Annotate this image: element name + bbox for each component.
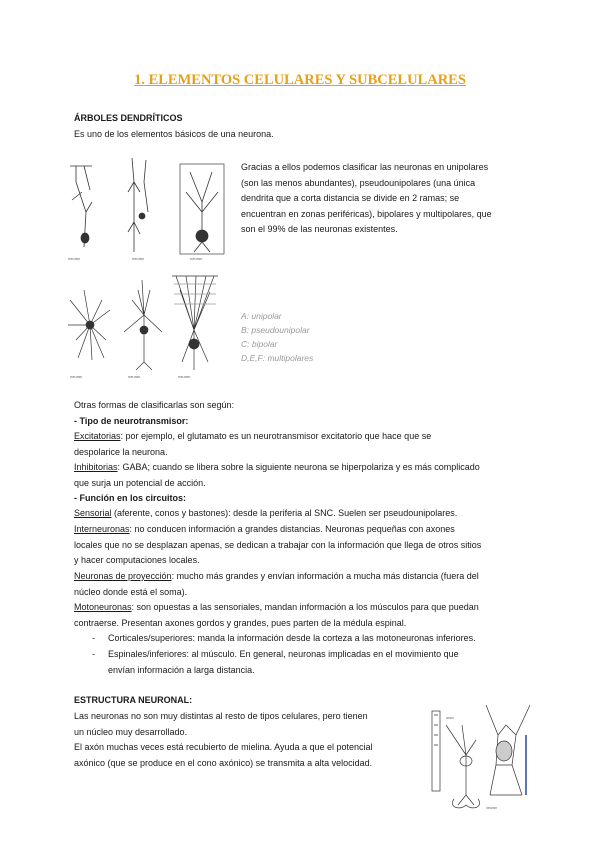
arboles-paragraph-line: Gracias a ellos podemos clasificar las neuronas en unipolares [241,162,489,172]
neuron-structure-figure [426,695,538,813]
excitatorias-text: : por ejemplo, el glutamato es un neurotransmisor excitatorio que hace que se [120,431,432,441]
interneuronas-text: : no conducen información a grandes distancias. Neuronas pequeñas con axones [129,524,455,534]
interneuronas-paragraph [74,522,528,569]
estructura-line: un núcleo muy desarrollado. [74,726,188,737]
neuron-drawings-def [62,270,222,382]
inhibitorias-text: : GABA; cuando se libera sobre la siguiente neurona se hiperpolariza y es más complicado [117,462,480,472]
bullet-dash: - [92,633,95,643]
arboles-paragraph-line: (son las menos abundantes), pseudounipolares (una única [241,177,476,188]
motoneuronas-text: contraerse. Presentan axones gordos y grandes, pues parten de la médula espinal. [74,617,407,628]
legend-item: B: pseudounipolar [241,325,310,335]
sensorial-text: (aferente, conos y bastones): desde la periferia al SNC. Suelen ser pseudounipolares. [111,508,458,518]
interneuronas-text: y hacer computaciones locales. [74,555,200,565]
arboles-paragraph [241,160,530,238]
sensorial-line [74,506,457,521]
neuron-figure-top [62,152,230,264]
arboles-paragraph-line: son el 99% de las neuronas existentes. [241,224,398,234]
svg-text:axon: axon [446,716,454,720]
neuron-drawings-abc [62,152,230,264]
tipo-neurotransmisor-heading: - Tipo de neurotransmisor: [74,416,189,426]
arboles-intro: Es uno de los elementos básicos de una neurona. [74,129,274,139]
inhibitorias-paragraph [74,460,534,491]
svg-text:neuron: neuron [190,257,203,261]
bullet-corticales: Corticales/superiores: manda la información desde la corteza a las motoneuronas inferiores. [108,633,476,643]
legend-item: A: unipolar [241,311,282,321]
arboles-paragraph-line: encuentran en zonas periféricas), bipolares y multipolares, que [241,208,492,219]
bullet-espinales-text: envían información a larga distancia. [108,664,255,675]
bullet-dash: - [92,649,95,659]
svg-text:neuron: neuron [132,257,145,261]
inhibitorias-text: que surja un potencial de acción. [74,477,206,488]
page-title: 1. ELEMENTOS CELULARES Y SUBCELULARES [134,72,466,88]
estructura-paragraph [74,709,373,771]
section-heading-estructura: ESTRUCTURA NEURONAL: [74,695,193,705]
estructura-line: El axón muchas veces está recubierto de mielina. Ayuda a que el potencial [74,742,373,752]
bullet-espinales-text: Espinales/inferiores: al músculo. En general, neuronas implicadas en el movimiento que [108,649,459,659]
interneuronas-term: Interneuronas [74,524,130,534]
funcion-circuitos-heading: - Función en los circuitos: [74,493,187,503]
bullet-espinales [108,647,528,678]
neuron-figure-bottom [62,270,222,382]
interneuronas-text: locales que no se desplazan apenas, se dedican a trabajar con la información que llega de otros sitios [74,539,482,550]
svg-text:neuron: neuron [68,257,81,261]
legend-item: C: bipolar [241,339,278,349]
sensorial-term: Sensorial [74,508,112,518]
legend-item: D,E,F: multipolares [241,353,314,363]
svg-text:neuron: neuron [178,375,191,379]
section-heading-arboles: ÁRBOLES DENDRÍTICOS [74,113,183,123]
figure-legend [241,309,313,365]
svg-text:neuron: neuron [70,375,83,379]
clasificacion-intro: Otras formas de clasificarlas son según: [74,400,235,410]
inhibitorias-term: Inhibitorias [74,462,118,472]
excitatorias-paragraph [74,429,528,460]
proyeccion-text: núcleo donde está el soma). [74,586,188,597]
proyeccion-term: Neuronas de proyección [74,571,172,581]
motoneuronas-paragraph [74,600,528,631]
motoneuronas-term: Motoneuronas [74,602,132,612]
proyeccion-text: : mucho más grandes y envían información a mucha más distancia (fuera del [171,571,479,581]
estructura-line: axónico (que se produce en el cono axónico) se transmita a alta velocidad. [74,757,373,768]
svg-text:neuron: neuron [128,375,141,379]
arboles-paragraph-line: dendrita que a corta distancia se divide en 2 ramas; se [241,193,460,203]
excitatorias-text: despolarice la neurona. [74,446,168,457]
estructura-line: Las neuronas no son muy distintas al resto de tipos celulares, pero tienen [74,711,368,721]
motoneuronas-text: : son opuestas a las sensoriales, mandan información a los músculos para que puedan [131,602,479,612]
neuron-structure-drawing [426,695,538,813]
excitatorias-term: Excitatorias [74,431,121,441]
proyeccion-paragraph [74,569,528,600]
svg-text:neuron: neuron [486,806,498,810]
